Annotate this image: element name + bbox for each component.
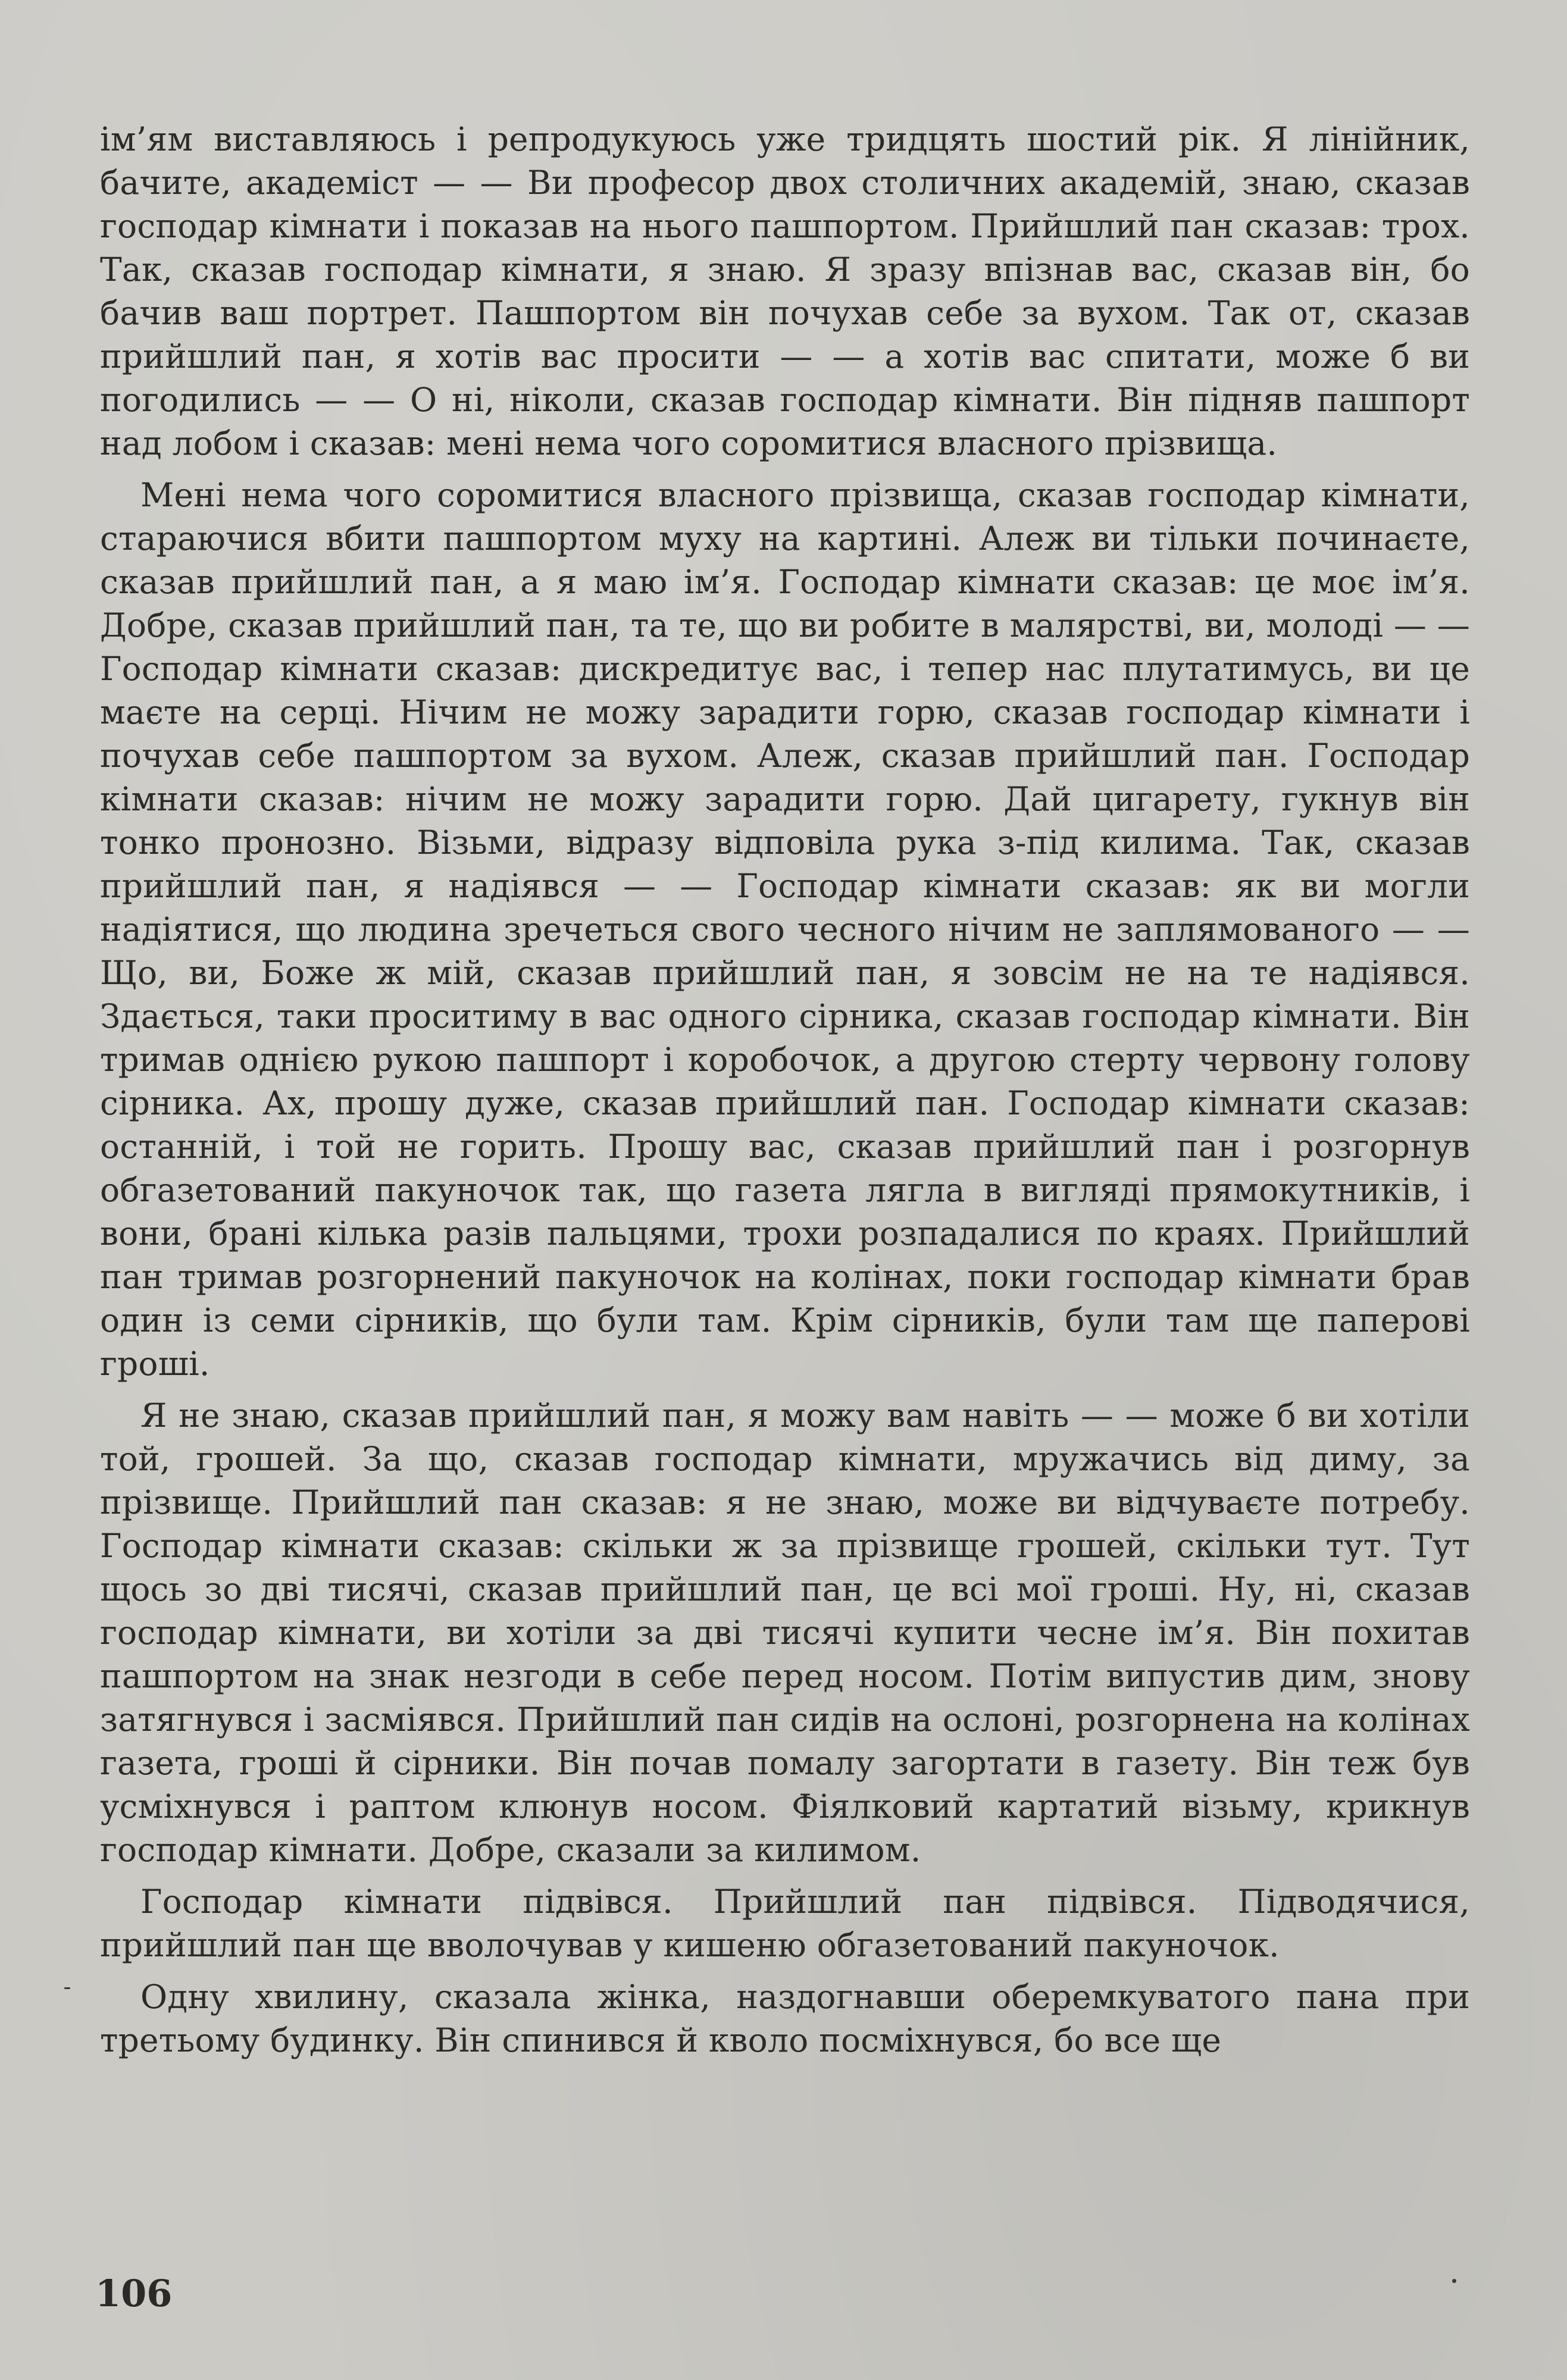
paragraph-5: Одну хвилину, сказала жінка, наздогнавши оберемкуватого пана при третьому будинку. Він спинився й кволо посміхнувся, бо все ще xyxy=(100,1978,1470,2059)
paragraph-3: Я не знаю, сказав прийшлий пан, я можу вам навіть — — може б ви хотіли той, грошей. За що, сказав господар кімнати, мружачись від диму, за прізвище. Прийшлий пан сказав: я не знаю, може ви відчуваєте потребу. Господар кімнати сказав: скільки ж за прізвище грошей, скільки тут. Тут щось зо дві тисячі, сказав прийшлий пан, це всі мої гроші. Ну, ні, сказав господар кімнати, ви хотіли за дві тисячі купити чесне ім’я. Він похитав пашпортом на знак незгоди в себе перед носом. Потім випустив дим, знову затягнувся і засміявся. Прийшлий пан сидів на ослоні, розгорнена на колінах газета, гроші й сірники. Він почав помалу загортати в газету. Він теж був усміхнувся і раптом клюнув носом. Фіялковий картатий візьму, крикнув господар кімнати. Добре, сказали за килимом. xyxy=(100,1396,1470,1869)
paragraph-2: Мені нема чого соромитися власного прізвища, сказав господар кімнати, стараючися вбити пашпортом муху на картині. Алеж ви тільки починаєте, сказав прийшлий пан, а я маю ім’я. Господар кімнати сказав: це моє ім’я. Добре, сказав прийшлий пан, та те, що ви робите в малярстві, ви, молоді — — Господар кімнати сказав: дискредитує вас, і тепер нас плутатимусь, ви це маєте на серці. Нічим не можу зарадити горю, сказав господар кімнати і почухав себе пашпортом за вухом. Алеж, сказав прийшлий пан. Господар кімнати сказав: нічим не можу зарадити горю. Дай цигарету, гукнув він тонко пронозно. Візьми, відразу відповіла рука з-під килима. Так, сказав прийшлий пан, я надіявся — — Господар кімнати сказав: як ви могли надіятися, що людина зречеться свого чесного нічим не заплямованого — — Що, ви, Боже ж мій, сказав прийшлий пан, я зовсім не на те надіявся. Здається, таки проситиму в вас одного сірника, сказав господар кімнати. Він тримав однією рукою пашпорт і коробочок, а другою стерту червону голову сірника. Ах, прошу дуже, сказав прийшлий пан. Господар кімнати сказав: останній, і той не горить. Прошу вас, сказав прийшлий пан і розгорнув обгазетований пакуночок так, що газета лягла в вигляді прямокутників, і вони, брані кілька разів пальцями, трохи розпадалися по краях. Прийшлий пан тримав розгорнений пакуночок на колінах, поки господар кімнати брав один із семи сірників, що були там. Крім сірників, були там ще паперові гроші. xyxy=(100,476,1470,1383)
print-speck xyxy=(64,1987,70,1989)
paragraph-4: Господар кімнати підвівся. Прийшлий пан підвівся. Підводячися, прийшлий пан ще вволочував у кишеню обгазетований пакуночок. xyxy=(100,1883,1470,1964)
print-speck xyxy=(1452,2279,1456,2283)
paragraph-1: ім’ям виставляюсь і репродукуюсь уже тридцять шостий рік. Я лінійник, бачите, академіст — — Ви професор двох столичних академій, знаю, сказав господар кімнати і показав на нього пашпортом. Прийшлий пан сказав: трох. Так, сказав господар кімнати, я знаю. Я зразу впізнав вас, сказав він, бо бачив ваш портрет. Пашпортом він почухав себе за вухом. Так от, сказав прийшлий пан, я хотів вас просити — — а хотів вас спитати, може б ви погодились — — О ні, ніколи, сказав господар кімнати. Він підняв пашпорт над лобом і сказав: мені нема чого соромитися власного прізвища. xyxy=(100,120,1470,462)
body-text xyxy=(100,118,1470,2071)
page-number: 106 xyxy=(95,2272,173,2315)
